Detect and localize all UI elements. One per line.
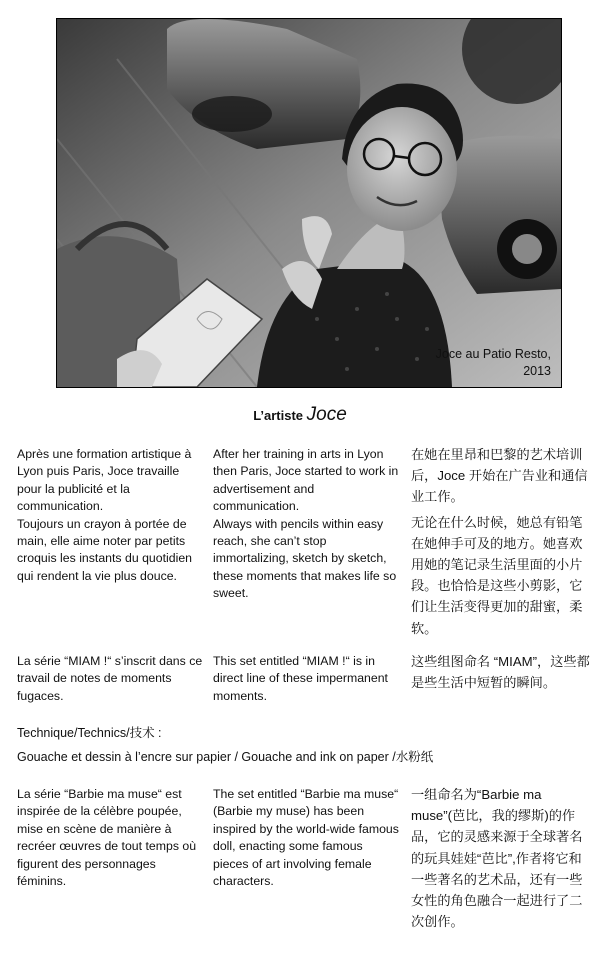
miam-french-text: La série “MIAM !“ s’inscrit dans ce travail de notes de moments fugaces. <box>17 654 203 703</box>
heading-prefix: L’artiste <box>253 408 307 423</box>
barbie-chinese <box>411 784 593 932</box>
artist-heading <box>0 404 600 426</box>
miam-chinese-text: 这些组图命名 “MIAM”，这些都是些生活中短暂的瞬间。 <box>411 654 590 691</box>
caption-year: 2013 <box>523 364 551 378</box>
caption-place: Joce au Patio Resto, <box>435 347 551 361</box>
photo-caption <box>436 346 551 380</box>
artist-name: Joce <box>306 404 347 425</box>
miam-french <box>17 653 203 705</box>
miam-english-text: This set entitled “MIAM !“ is in direct line of these impermanent moments. <box>213 654 388 703</box>
barbie-english-text: The set entitled “Barbie ma muse“ (Barbie my muse) has been inspired by the world-wide famous doll, enacting some famous pieces of art involving female characters. <box>213 787 399 889</box>
bio-french <box>17 446 203 585</box>
bio-chinese-p1: 在她在里昂和巴黎的艺术培训后，Joce 开始在广告业和通信业工作。 <box>411 447 588 505</box>
barbie-chinese-text: 一组命名为“Barbie ma muse”(芭比，我的缪斯)的作品，它的灵感来源于全球著名的玩具娃娃“芭比”,作者将它和一些著名的艺术品，还有一些女性的角色融合一起进行了二次创作。 <box>411 787 583 930</box>
barbie-english <box>213 786 399 890</box>
bio-french-p2: Toujours un crayon à portée de main, elle aime noter par petits croquis les instants du quotidien qui rendent la vie plus douce. <box>17 516 192 583</box>
bio-english-p1: After her training in arts in Lyon then Paris, Joce started to work in advertisement and communication. <box>213 447 399 514</box>
bio-english <box>213 446 399 603</box>
photo-illustration <box>57 19 561 387</box>
artist-photo <box>56 18 562 388</box>
technique-value: Gouache et dessin à l’encre sur papier / Gouache and ink on paper /水粉纸 <box>17 750 434 764</box>
bio-chinese <box>411 444 593 639</box>
barbie-french-text: La série “Barbie ma muse“ est inspirée de la célèbre poupée, mise en scène de manière à recréer œuvres de tout temps où figurent des personnages féminins. <box>17 787 197 889</box>
miam-english <box>213 653 399 705</box>
bio-chinese-p2: 无论在什么时候，她总有铅笔在她伸手可及的地方。她喜欢用她的笔记录生活里面的小片段。也恰恰是这些小剪影，它们让生活变得更加的甜蜜，柔软。 <box>411 514 583 636</box>
miam-chinese <box>411 651 593 693</box>
barbie-french <box>17 786 203 890</box>
bio-french-p1: Après une formation artistique à Lyon puis Paris, Joce travaille pour la publicité et la communication. <box>17 447 192 514</box>
bio-english-p2: Always with pencils within easy reach, she can’t stop immortalizing, sketch by sketch, these moments that makes life so sweet. <box>213 516 397 601</box>
technique-label: Technique/Technics/技术 : <box>17 726 162 740</box>
